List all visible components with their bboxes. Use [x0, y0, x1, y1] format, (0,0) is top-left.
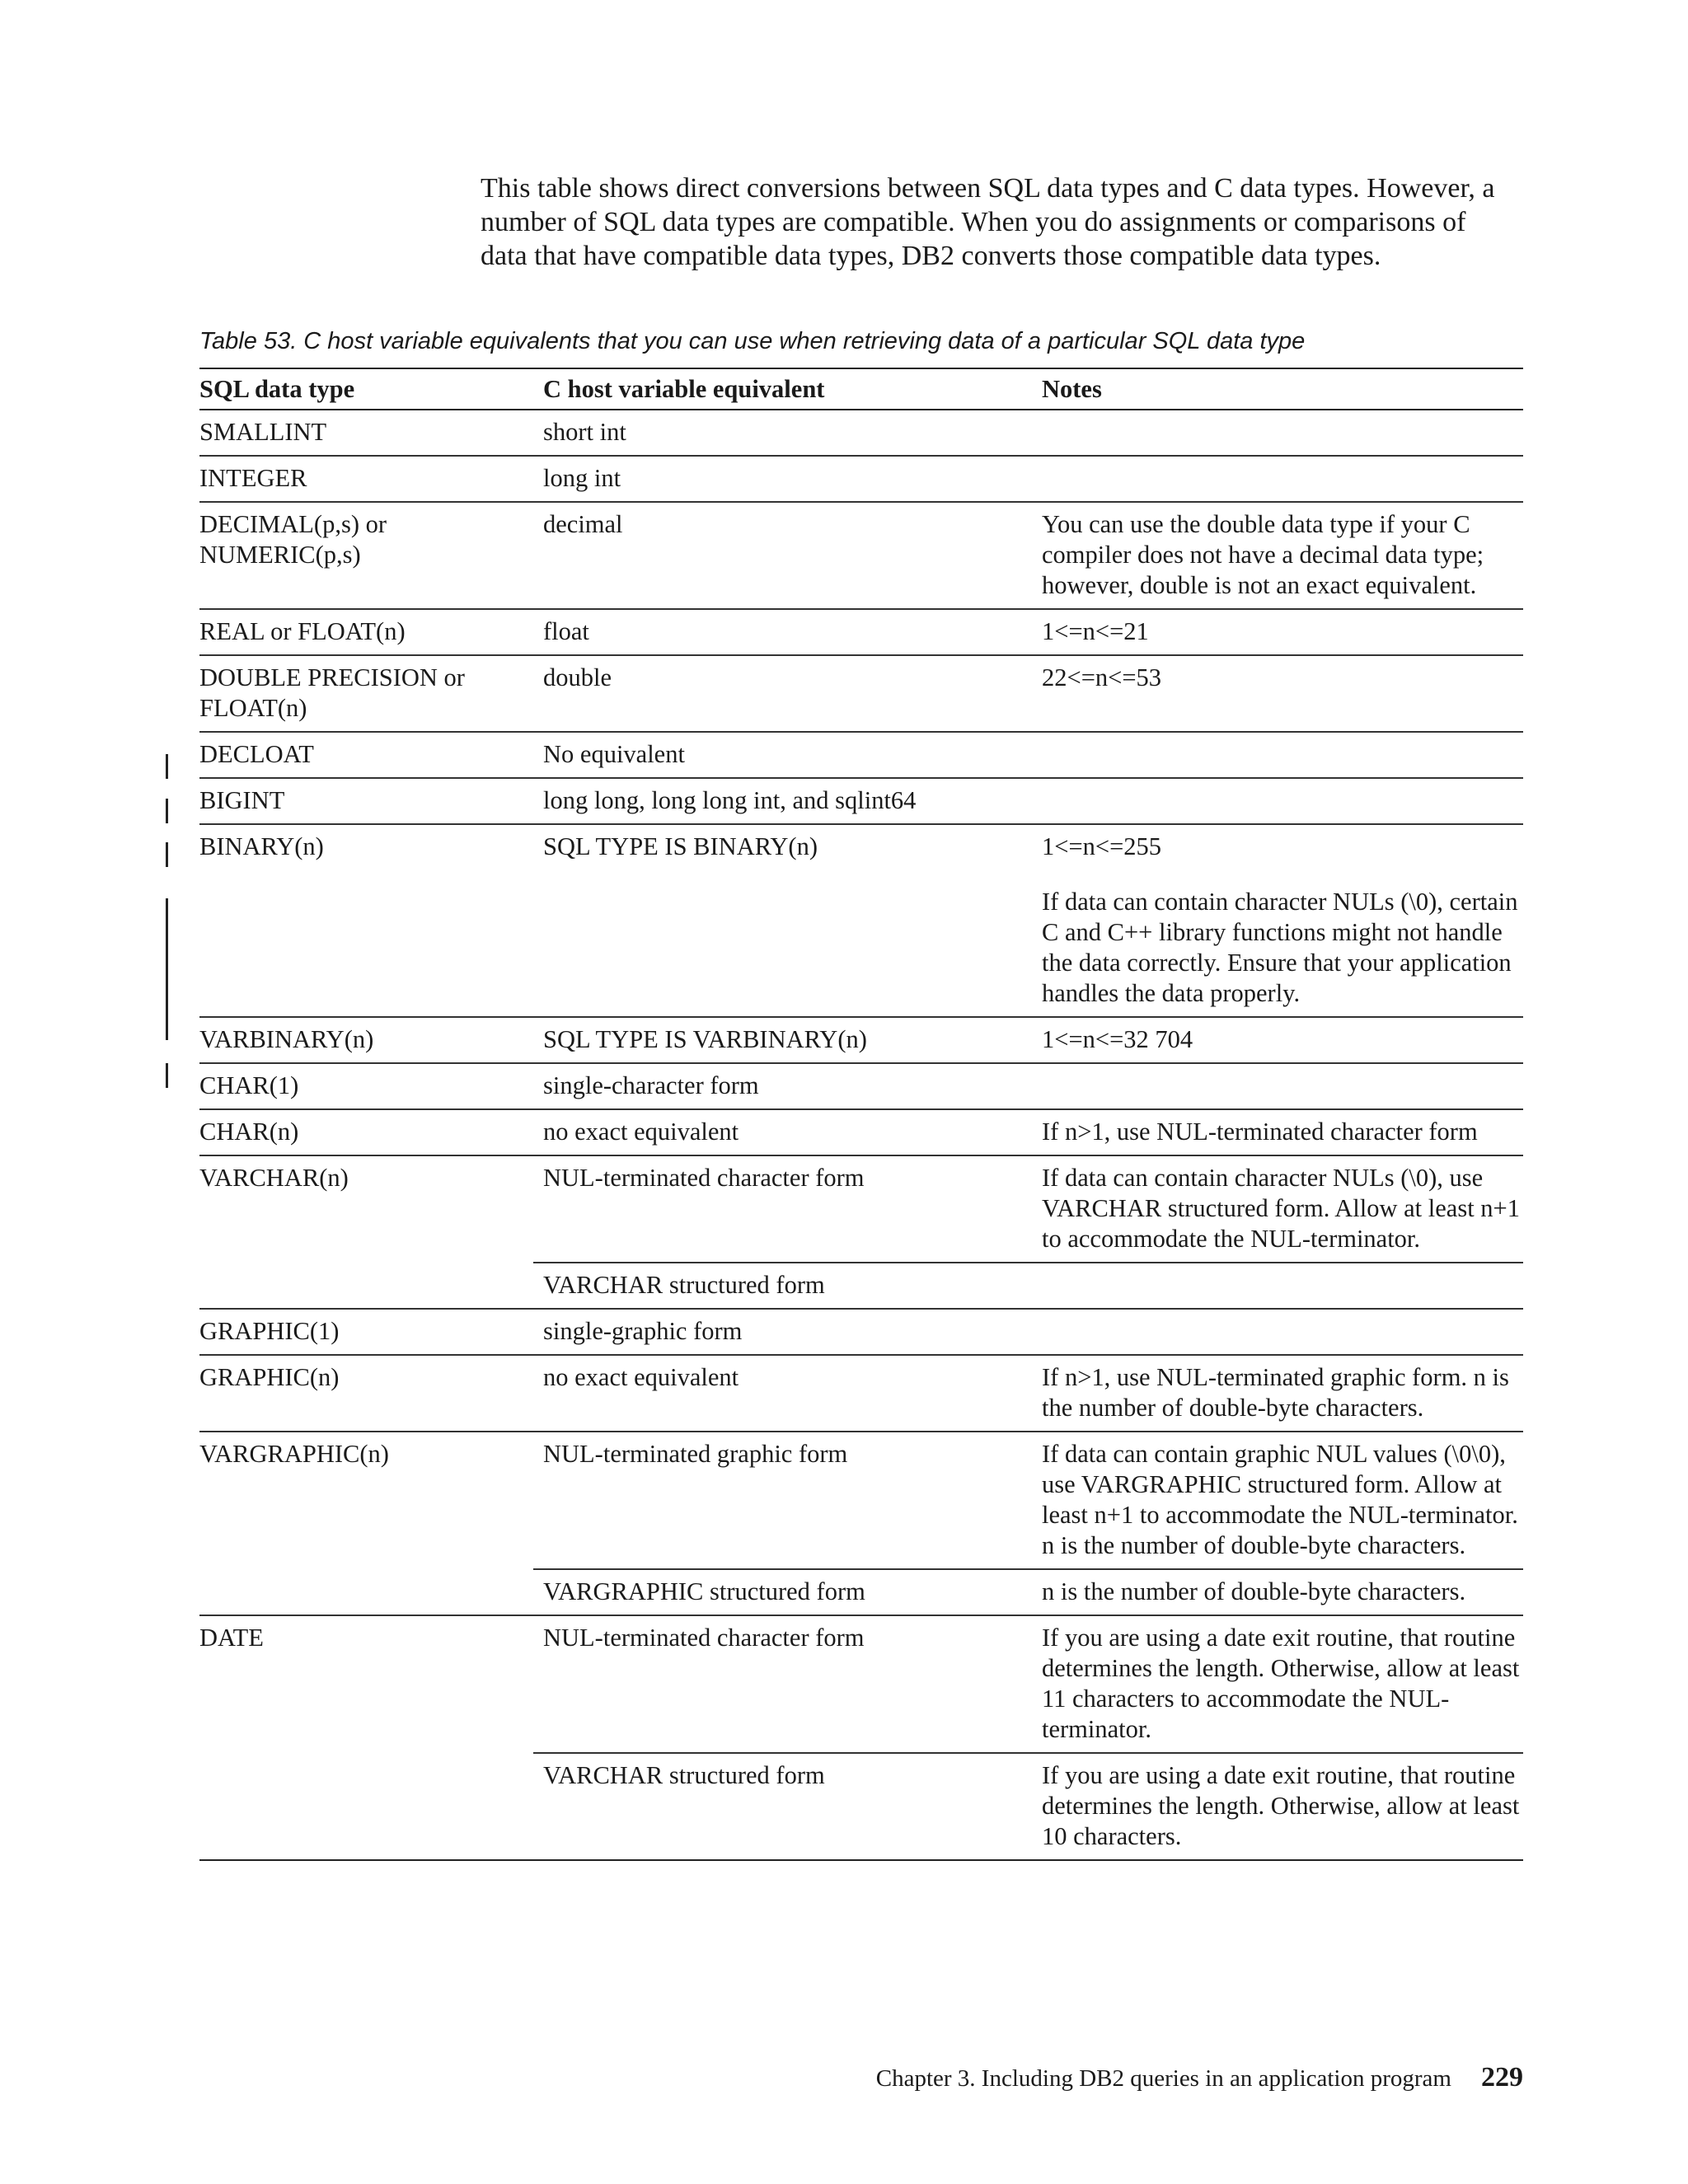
table-row [199, 732, 1523, 778]
table-row [199, 1432, 1523, 1569]
change-bar [166, 1063, 168, 1088]
table-caption: Table 53. C host variable equivalents that you can use when retrieving data of a particular SQL data type [199, 328, 1306, 354]
c-equivalent-cell: no exact equivalent [533, 1109, 1032, 1155]
conversion-table [199, 368, 1523, 1861]
notes-cell [1032, 1063, 1523, 1109]
table-row [199, 410, 1523, 456]
sql-type-cell: CHAR(1) [199, 1063, 533, 1109]
sql-type-cell: GRAPHIC(1) [199, 1309, 533, 1355]
sql-type-cell: DOUBLE PRECISION or FLOAT(n) [199, 655, 533, 732]
notes-cell [1032, 1263, 1523, 1309]
sql-type-cell: SMALLINT [199, 410, 533, 456]
c-equivalent-cell: VARCHAR structured form [533, 1263, 1032, 1309]
sql-type-cell [199, 1569, 533, 1615]
notes-cell [1032, 410, 1523, 456]
sql-type-cell: DATE [199, 1624, 264, 1652]
notes-cell: 1<=n<=32 704 [1032, 1017, 1523, 1063]
c-equivalent-cell: NUL-terminated character form [533, 1615, 1032, 1753]
sql-type-cell: CHAR(n) [199, 1109, 533, 1155]
intro-paragraph: This table shows direct conversions between SQL data types and C data types. However, a number of SQL data types are compatible. When you do assignments or comparisons of data that have compatible data types, DB2 converts those compatible data types. [481, 173, 1495, 271]
table-row [199, 1355, 1523, 1432]
table-row [199, 502, 1523, 609]
c-equivalent-cell: SQL TYPE IS VARBINARY(n) [533, 1017, 1032, 1063]
chapter-title: Chapter 3. Including DB2 queries in an application program [875, 2065, 1451, 2092]
notes-cell: 1<=n<=21 [1032, 609, 1523, 655]
notes-paragraph: If data can contain character NULs (\0), certain C and C++ library functions might not handle the data correctly. Ensure that your application handles the data properly. [1042, 888, 1518, 1007]
table-row [199, 1309, 1523, 1355]
c-equivalent-cell: NUL-terminated graphic form [533, 1432, 1032, 1569]
column-header-notes: Notes [1032, 368, 1523, 410]
table-row [199, 1569, 1523, 1615]
column-header-c-equivalent: C host variable equivalent [533, 368, 1032, 410]
notes-cell: n is the number of double-byte characters. [1032, 1569, 1523, 1615]
notes-cell: You can use the double data type if your C compiler does not have a decimal data type; however, double is not an exact equivalent. [1032, 502, 1523, 609]
table-row [199, 1155, 1523, 1263]
sql-type-cell: VARGRAPHIC(n) [199, 1440, 389, 1468]
sql-type-cell: VARBINARY(n) [199, 1017, 533, 1063]
sql-type-cell: DECLOAT [199, 732, 533, 778]
table-header-row [199, 368, 1523, 410]
c-equivalent-cell: decimal [533, 502, 1032, 609]
notes-cell: If data can contain graphic NUL values (\0\0), use VARGRAPHIC structured form. Allow at least n+1 to accommodate the NUL-terminator. n is the number of double-byte characters. [1032, 1432, 1523, 1569]
notes-cell [1032, 778, 1523, 824]
table-row [199, 1063, 1523, 1109]
table-row [199, 456, 1523, 502]
notes-cell: If you are using a date exit routine, that routine determines the length. Otherwise, allow at least 11 characters to accommodate the NUL-terminator. [1032, 1615, 1523, 1753]
c-equivalent-cell: long int [533, 456, 1032, 502]
sql-type-cell: GRAPHIC(n) [199, 1355, 533, 1432]
change-bar [166, 754, 168, 779]
c-equivalent-cell: No equivalent [533, 732, 1032, 778]
notes-cell: If n>1, use NUL-terminated graphic form. n is the number of double-byte characters. [1032, 1355, 1523, 1432]
c-equivalent-cell: long long, long long int, and sqlint64 [533, 778, 1032, 824]
c-equivalent-cell: single-graphic form [533, 1309, 1032, 1355]
c-equivalent-cell: no exact equivalent [533, 1355, 1032, 1432]
c-equivalent-cell: short int [533, 410, 1032, 456]
page-number: 229 [1481, 2062, 1523, 2093]
sql-type-cell [199, 1263, 533, 1309]
c-equivalent-cell: float [533, 609, 1032, 655]
table-row [199, 1017, 1523, 1063]
notes-cell: If n>1, use NUL-terminated character form [1032, 1109, 1523, 1155]
table-row [199, 1109, 1523, 1155]
table-row [199, 1753, 1523, 1860]
notes-cell [1032, 732, 1523, 778]
sql-type-cell: DECIMAL(p,s) or NUMERIC(p,s) [199, 502, 533, 609]
column-header-sql-type: SQL data type [199, 368, 533, 410]
page-footer [876, 2062, 1523, 2093]
notes-cell [1032, 1309, 1523, 1355]
sql-type-cell: VARCHAR(n) [199, 1164, 349, 1192]
change-bar [166, 898, 168, 1040]
table-row [199, 655, 1523, 732]
c-equivalent-cell: double [533, 655, 1032, 732]
table-row [199, 824, 1523, 1017]
c-equivalent-cell: SQL TYPE IS BINARY(n) [533, 824, 1032, 1017]
notes-cell: If you are using a date exit routine, that routine determines the length. Otherwise, allow at least 10 characters. [1032, 1753, 1523, 1860]
table-row [199, 1263, 1523, 1309]
c-equivalent-cell: single-character form [533, 1063, 1032, 1109]
table-row [199, 609, 1523, 655]
table-row [199, 778, 1523, 824]
notes-range: 1<=n<=255 [1042, 832, 1162, 860]
notes-cell: 22<=n<=53 [1032, 655, 1523, 732]
change-bar [166, 799, 168, 823]
table-row [199, 1615, 1523, 1753]
notes-cell [1032, 456, 1523, 502]
sql-type-cell: REAL or FLOAT(n) [199, 609, 533, 655]
sql-type-cell: INTEGER [199, 456, 533, 502]
sql-type-cell [199, 1753, 533, 1860]
sql-type-cell: BIGINT [199, 778, 533, 824]
sql-type-cell: BINARY(n) [199, 824, 533, 1017]
change-bar [166, 842, 168, 867]
c-equivalent-cell: VARCHAR structured form [533, 1753, 1032, 1860]
c-equivalent-cell: NUL-terminated character form [533, 1155, 1032, 1263]
notes-cell [1032, 824, 1523, 1017]
notes-cell: If data can contain character NULs (\0), use VARCHAR structured form. Allow at least n+1 to accommodate the NUL-terminator. [1032, 1155, 1523, 1263]
c-equivalent-cell: VARGRAPHIC structured form [533, 1569, 1032, 1615]
